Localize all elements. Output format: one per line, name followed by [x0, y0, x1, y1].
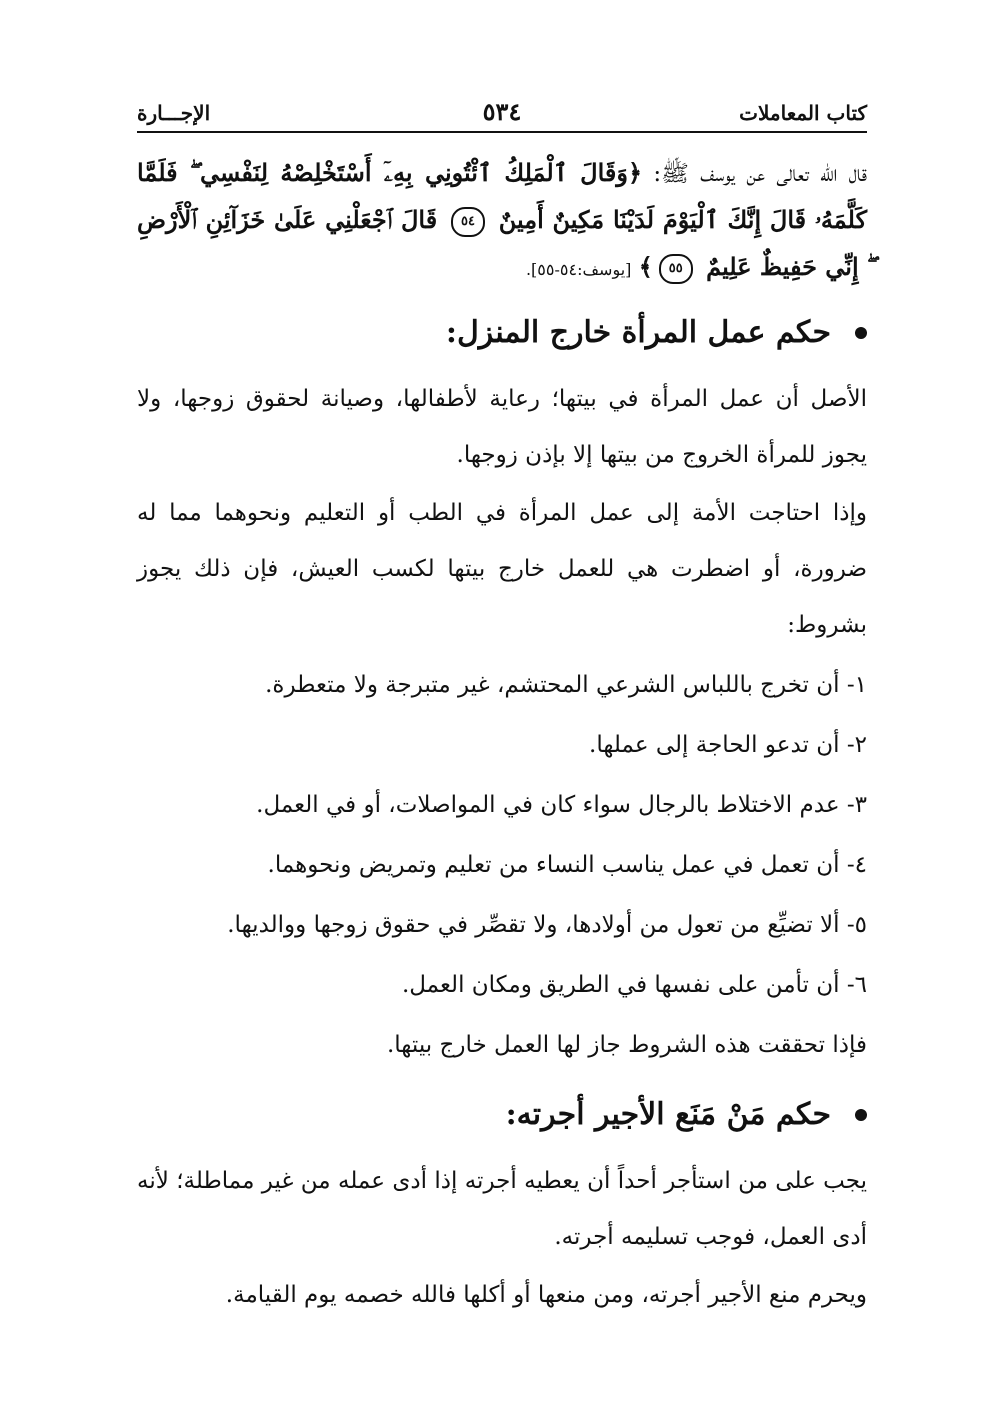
ayah-number-54: ٥٤	[451, 207, 485, 237]
header-divider	[137, 131, 867, 133]
section-heading-withheld-wage	[137, 1095, 867, 1135]
condition-item: ٤- أن تعمل في عمل يناسب النساء من تعليم وتمريض ونحوهما.	[267, 852, 867, 878]
ayah-close-bracket: ﴾	[638, 252, 653, 281]
paragraph: ويحرم منع الأجير أجرته، ومن منعها أو أكلها فالله خصمه يوم القيامة.	[225, 1282, 867, 1308]
condition-item: ٢- أن تدعو الحاجة إلى عملها.	[589, 732, 867, 758]
ayah-number-55: ٥٥	[659, 254, 693, 284]
conditions-list	[137, 655, 867, 1015]
page-header	[137, 95, 867, 133]
page-number: ٥٣٤	[482, 97, 522, 126]
paragraph: يجب على من استأجر أحداً أن يعطيه أجرته إذا أدى عمله من غير مماطلة؛ لأنه أدى العمل، فوجب تسليمه أجرته.	[137, 1168, 867, 1250]
section-heading-women-work	[137, 313, 867, 353]
section-title-text: حكم عمل المرأة خارج المنزل:	[445, 315, 831, 350]
section-title-text: حكم مَنْ مَنَع الأجير أجرته:	[505, 1097, 831, 1132]
condition-item: ٥- ألا تضيِّع من تعول من أولادها، ولا تقصِّر في حقوق زوجها ووالديها.	[227, 912, 867, 938]
bullet-icon	[855, 1109, 867, 1121]
paragraph: وإذا احتاجت الأمة إلى عمل المرأة في الطب أو التعليم ونحوهما مما له ضرورة، أو اضطرت هي للعمل خارج بيتها لكسب العيش، فإن ذلك يجوز بشروط:	[137, 500, 867, 638]
ayah-text-54: ﴿وَقَالَ ٱلْمَلِكُ ٱئْتُونِي بِهِۦٓ أَسْتَخْلِصْهُ لِنَفْسِي ۖ فَلَمَّا كَلَّمَهُۥ قَالَ إِنَّكَ ٱلْيَوْمَ لَدَيْنَا مَكِينٌ أَمِينٌ	[137, 158, 868, 234]
paragraph: الأصل أن عمل المرأة في بيتها؛ رعاية لأطفالها، وصيانة لحقوق زوجها، ولا يجوز للمرأة الخروج من بيتها إلا بإذن زوجها.	[137, 386, 867, 468]
quote-intro: قال الله تعالى عن يوسف ﷺ:	[642, 161, 867, 187]
condition-item: ١- أن تخرج باللباس الشرعي المحتشم، غير متبرجة ولا متعطرة.	[265, 672, 867, 698]
bullet-icon	[855, 327, 867, 339]
ayah-text-55: قَالَ ٱجْعَلْنِي عَلَىٰ خَزَآئِنِ ٱلْأَرْضِ ۖ إِنِّي حَفِيظٌ عَلِيمٌ	[137, 205, 867, 281]
quran-quote	[137, 150, 867, 293]
quran-reference: [يوسف:٥٤-٥٥].	[525, 260, 632, 279]
condition-item: ٦- أن تأمن على نفسها في الطريق ومكان العمل.	[401, 972, 867, 998]
chapter-title: الإجـــارة	[137, 101, 211, 125]
conditions-conclusion: فإذا تحققت هذه الشروط جاز لها العمل خارج بيتها.	[386, 1032, 867, 1058]
condition-item: ٣- عدم الاختلاط بالرجال سواء كان في المواصلات، أو في العمل.	[256, 792, 867, 818]
book-title: كتاب المعاملات	[739, 101, 867, 125]
page-body	[137, 150, 867, 1325]
